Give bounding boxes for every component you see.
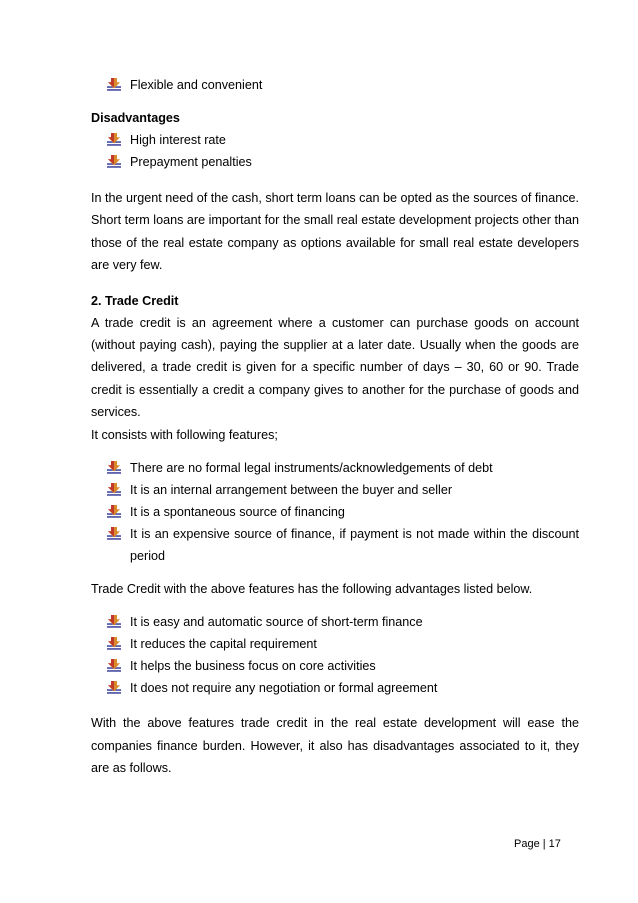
- list-item: [107, 523, 579, 567]
- arrow-bullet-icon: [107, 78, 121, 92]
- arrow-bullet-icon: [107, 659, 121, 673]
- document-page: [91, 74, 579, 780]
- advantages-list: [91, 611, 579, 699]
- list-item: [107, 501, 579, 523]
- list-item: [107, 479, 579, 501]
- arrow-bullet-icon: [107, 681, 121, 695]
- disadvantages-heading: Disadvantages: [91, 111, 180, 125]
- trade-credit-definition: A trade credit is an agreement where a customer can purchase goods on account (without paying cash), paying the supplier at a later date. Usually when the goods are delivered, a trade credit is given for a specific number of days – 30, 60 or 90. Trade credit is essentially a credit a company gives to another for the purchase of goods and services.: [91, 315, 579, 420]
- list-item-text: It does not require any negotiation or formal agreement: [130, 681, 438, 696]
- arrow-bullet-icon: [107, 637, 121, 651]
- features-list: [91, 457, 579, 567]
- disadvantages-list: [91, 129, 579, 173]
- features-intro: It consists with following features;: [91, 427, 278, 442]
- arrow-bullet-icon: [107, 155, 121, 169]
- arrow-bullet-icon: [107, 615, 121, 629]
- list-item: [107, 655, 579, 677]
- list-item-text: It reduces the capital requirement: [130, 637, 317, 652]
- list-item-text: Flexible and convenient: [130, 78, 263, 92]
- list-item-text: There are no formal legal instruments/acknowledgements of debt: [130, 461, 493, 476]
- list-item-text: It is an internal arrangement between the buyer and seller: [130, 483, 453, 498]
- list-item-text: It is an expensive source of finance, if payment is not made within the discount period: [130, 527, 579, 564]
- top-list: [91, 74, 579, 96]
- list-item: [107, 129, 579, 151]
- list-item: [107, 611, 579, 633]
- list-item: [107, 457, 579, 479]
- list-item-text: It is easy and automatic source of short-term finance: [130, 615, 423, 630]
- page-number: Page | 17: [514, 838, 561, 850]
- list-item-text: Prepayment penalties: [130, 155, 252, 169]
- list-item-text: High interest rate: [130, 133, 226, 147]
- list-item: [107, 633, 579, 655]
- arrow-bullet-icon: [107, 505, 121, 519]
- list-item: [107, 151, 579, 173]
- arrow-bullet-icon: [107, 461, 121, 475]
- trade-credit-heading: 2. Trade Credit: [91, 293, 179, 308]
- short-term-loans-paragraph: In the urgent need of the cash, short term loans can be opted as the sources of finance. Short term loans are important for the small real estate development projects other than those of the real estate company as options available for small real estate developers are very few.: [91, 191, 579, 273]
- advantages-intro: Trade Credit with the above features has the following advantages listed below.: [91, 582, 533, 597]
- closing-paragraph: With the above features trade credit in the real estate development will ease the companies finance burden. However, it also has disadvantages associated to it, they are as follows.: [91, 716, 579, 776]
- arrow-bullet-icon: [107, 133, 121, 147]
- list-item: [107, 74, 579, 96]
- list-item-text: It is a spontaneous source of financing: [130, 505, 345, 520]
- list-item-text: It helps the business focus on core activities: [130, 659, 376, 674]
- arrow-bullet-icon: [107, 483, 121, 497]
- list-item: [107, 677, 579, 699]
- arrow-bullet-icon: [107, 527, 121, 541]
